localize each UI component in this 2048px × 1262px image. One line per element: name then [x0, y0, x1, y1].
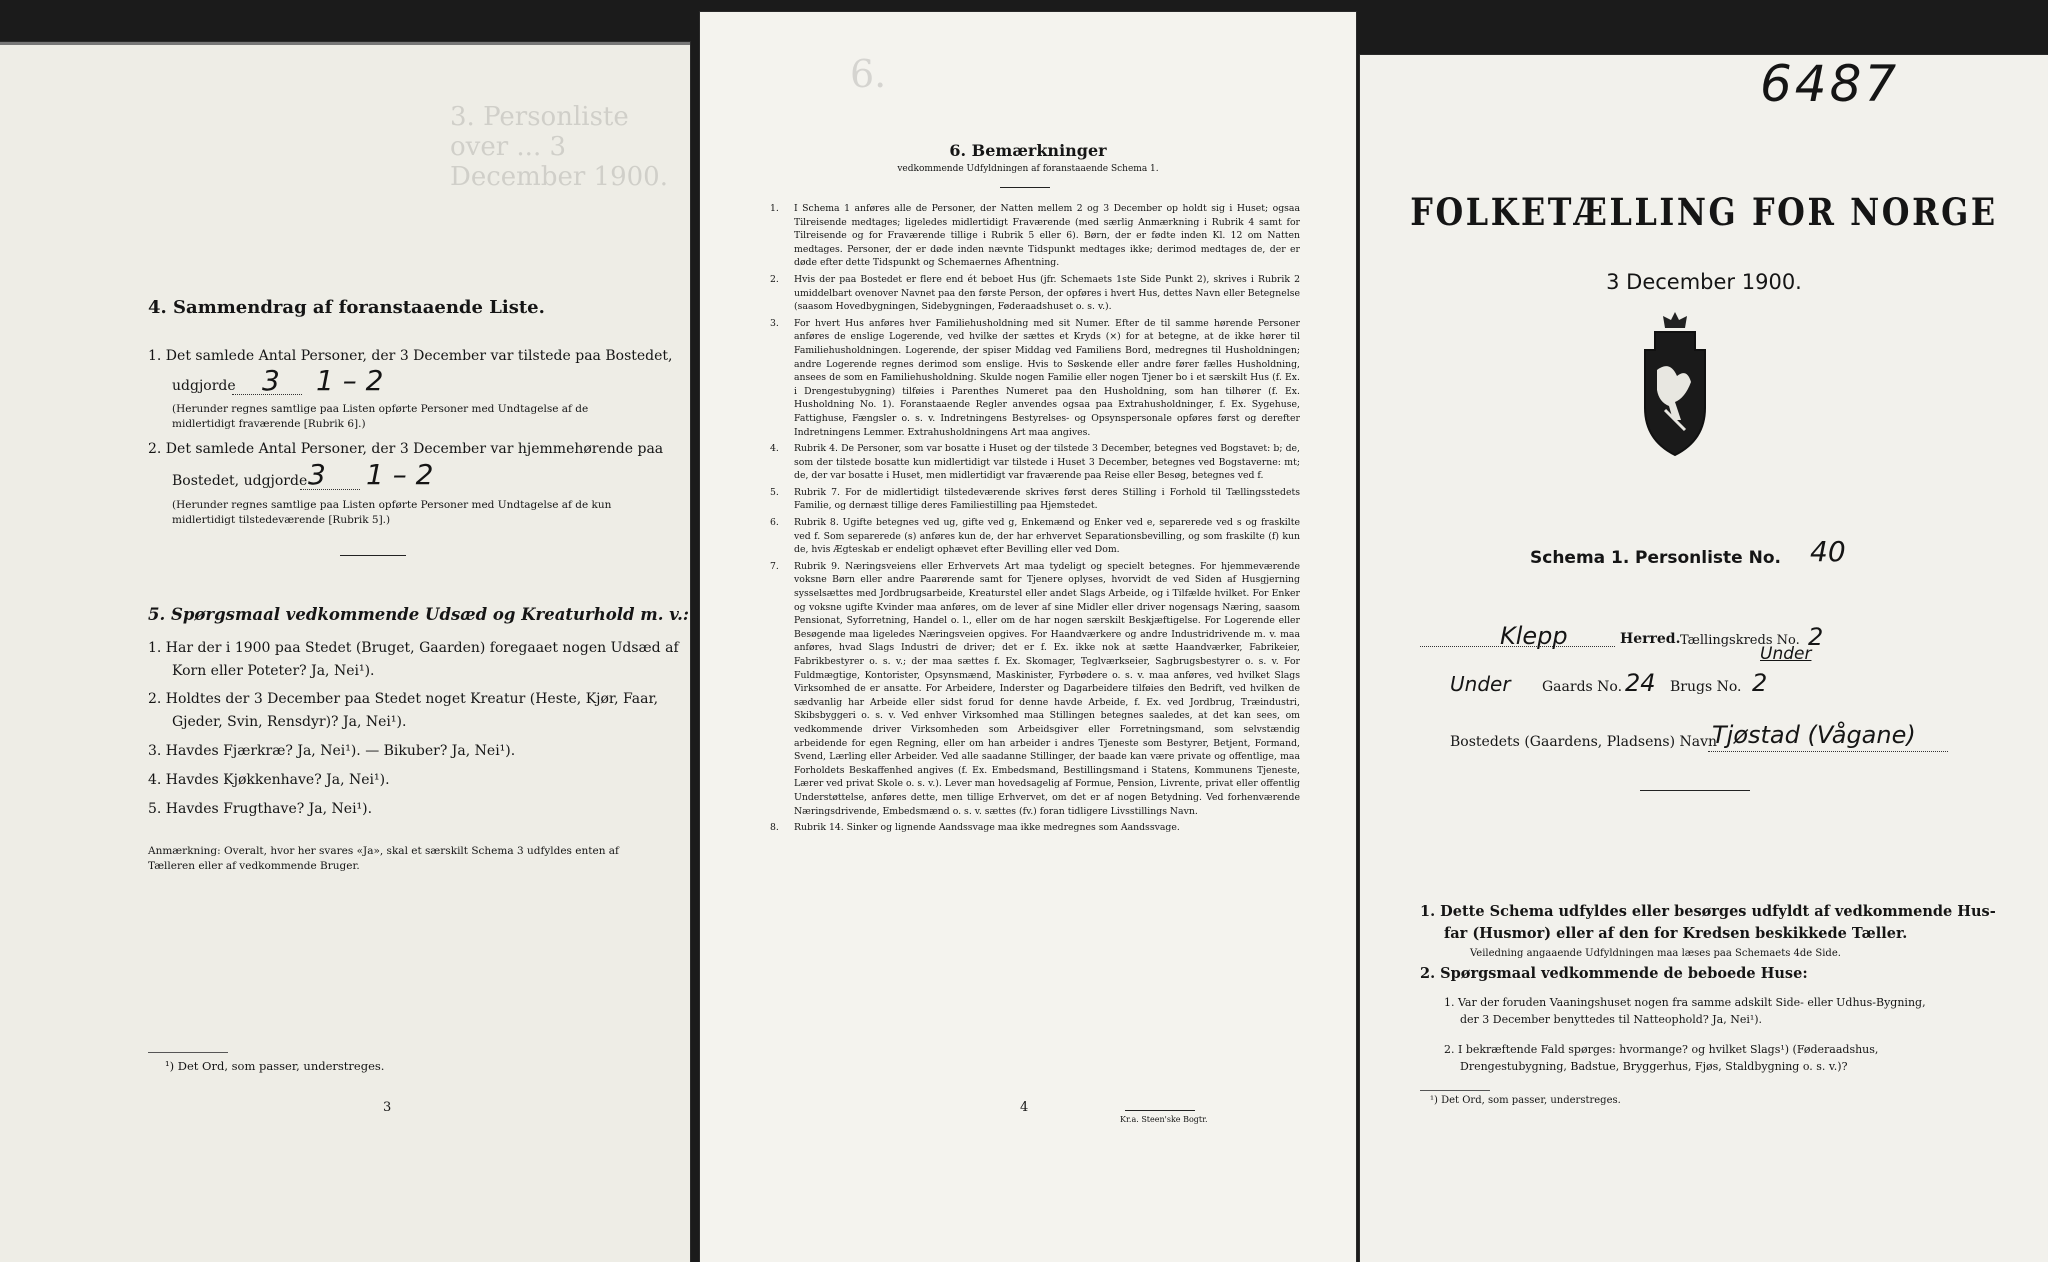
summary-item-2-note: (Herunder regnes samtlige paa Listen opførte Personer med Undtagelse af de kun midlertidigt tilstedeværende [Rubrik 5].) — [172, 499, 612, 526]
remark-item: 4. Rubrik 4. De Personer, som var bosatte i Huset og der tilstede 3 December, betegnes ved Bogstavet: b; de, som der tilstede bosatte kun midlertidigt var tilstede i Huset 3 December, betegnes ved Bogstaverne: mt; de, der var bosatte i Huset, men midlertidigt var fraværende paa Reise eller Besøg, betegnes ved f. — [770, 443, 1300, 482]
kreds-label: Tællingskreds No. — [1680, 633, 1800, 648]
divider — [340, 555, 406, 556]
bosted-value: Tjøstad (Vågane) — [1712, 721, 1916, 749]
printer-mark: Kr.a. Steen'ske Bogtr. — [1120, 1115, 1208, 1124]
bosted-label: Bostedets (Gaardens, Pladsens) Navn — [1450, 734, 1718, 750]
divider — [1000, 187, 1050, 188]
brugs-label: Brugs No. — [1670, 679, 1742, 695]
footnote-rule — [1420, 1090, 1490, 1091]
question-4: 4. Havdes Kjøkkenhave? Ja, Nei¹). — [148, 772, 390, 788]
summary-item-1: 1. Det samlede Antal Personer, der 3 December var tilstede paa Bostedet, — [148, 348, 673, 364]
coat-of-arms-icon — [1615, 310, 1765, 470]
instruction-1-cont: far (Husmor) eller af den for Kredsen beskikkede Tæller. — [1444, 925, 1908, 942]
instruction-2-q2-cont: Drengestubygning, Badstue, Bryggerhus, Fjøs, Staldbygning o. s. v.)? — [1460, 1060, 1848, 1073]
remark-item: 5. Rubrik 7. For de midlertidigt tilstedeværende skrives først deres Stilling i Forhold til Tællingsstedets Familie, og dernæst tillige deres Familiestilling paa Hjemstedet. — [770, 486, 1300, 512]
gaards-number: 24 — [1625, 669, 1656, 697]
herred-value: Klepp — [1500, 622, 1568, 650]
summary-item-1-note: (Herunder regnes samtlige paa Listen opførte Personer med Undtagelse af de midlertidigt fraværende [Rubrik 6].) — [172, 403, 589, 430]
remarks-list — [770, 202, 1300, 838]
under-left: Under — [1450, 672, 1511, 696]
question-2-answer: Gjeder, Svin, Rensdyr)? Ja, Nei¹). — [172, 714, 407, 730]
page-edge — [0, 42, 690, 45]
instruction-2-q1-cont: der 3 December benyttedes til Natteophold? Ja, Nei¹). — [1460, 1013, 1763, 1026]
under-right: Under — [1760, 644, 1812, 664]
question-1-answer: Korn eller Poteter? Ja, Nei¹). — [172, 663, 375, 679]
title-page — [1360, 55, 2048, 1262]
summary-item-2-total: 3 — [308, 458, 326, 491]
question-5: 5. Havdes Frugthave? Ja, Nei¹). — [148, 801, 373, 817]
herred-label: Herred. — [1620, 631, 1681, 647]
remark-item: 2. Hvis der paa Bostedet er flere end ét beboet Hus (jfr. Schemaets 1ste Side Punkt 2), skrives i Rubrik 2 umiddelbart ovenover Navnet paa den første Person, der opføres i hvert Hus, dettes Navn eller Betegnelse (saasom Hovedbygningen, Sidebygningen, Føderaadshuset o. s. v.). — [770, 273, 1300, 313]
left-page — [0, 42, 690, 1262]
instruction-2-q2: 2. I bekræftende Fald spørges: hvormange? og hvilket Slags¹) (Føderaadshus, — [1444, 1043, 1879, 1056]
remark-item: 1. I Schema 1 anføres alle de Personer, der Natten mellem 2 og 3 December op holdt sig i Huset; ogsaa Tilreisende medtages; ligeledes midlertidigt Fraværende (med særlig Anmærkning i Rubrik 4 samt for Tilreisende og for Fraværende tillige i Rubrik 5 eller 6). Børn, der er fødte inden Kl. 12 om Natten medtages. Personer, der er døde inden nævnte Tidspunkt medtages ikke; derimod medtages de, der er døde efter dette Tidspunkt og Schemaernes Afhentning. — [770, 203, 1300, 269]
summary-item-1-total: 3 — [262, 364, 280, 397]
schema-label: Schema 1. — [1530, 548, 1630, 568]
footnote: ¹) Det Ord, som passer, understreges. — [1430, 1095, 1621, 1106]
kreds-number: 2 — [1808, 623, 1824, 651]
instruction-2-q1: 1. Var der foruden Vaaningshuset nogen fra samme adskilt Side- eller Udhus-Bygning, — [1444, 996, 1926, 1009]
answer-line — [1708, 751, 1948, 752]
question-3: 3. Havdes Fjærkræ? Ja, Nei¹). — Bikuber? Ja, Nei¹). — [148, 743, 516, 759]
summary-item-2-prefix: Bostedet, udgjorde — [172, 473, 308, 489]
bleed-through-text: 3. Personliste over ... 3 December 1900. — [450, 102, 668, 192]
remark-item: 3. For hvert Hus anføres hver Familiehusholdning med sit Numer. Efter de til samme hørende Personer anføres de enslige Logerende, ved hvilke der sættes et Kryds (×) for at betegne, at de ikke hører til Familiehusholdningen. Logerende, der spiser Middag ved Familiens Bord, medregnes til Husholdningen; andre Logerende regnes derimod som enslige. Hvis to Søskende eller andre fører fælles Husholdning, ansees de som en Familiehusholdning. Skulde nogen Familie eller nogen Tjener bo i et særskilt Hus (f. Ex. i Drengestubygning) tilføies i Parenthes Numeret paa den Husholdning, som han tilhører (f. Ex. Husholdning No. 1). Foranstaaende Regler anvendes ogsaa paa Extrahusholdninger, f. Ex. Sygehuse, Fattighuse, Fængsler o. s. v. Indretningens Bestyrelses- og Opsynspersonale opføres først og derefter Indretningens Lemmer. Extrahusholdningens Art maa angives. — [770, 317, 1300, 438]
personliste-number: 40 — [1810, 535, 1846, 568]
divider — [1125, 1110, 1195, 1111]
question-2: 2. Holdtes der 3 December paa Stedet noget Kreatur (Heste, Kjør, Faar, — [148, 691, 659, 707]
remarks-title: 6. Bemærkninger — [949, 141, 1107, 160]
summary-title: 4. Sammendrag af foranstaaende Liste. — [148, 297, 545, 318]
summary-item-2: 2. Det samlede Antal Personer, der 3 December var hjemmehørende paa — [148, 441, 664, 457]
summary-item-2-breakdown: 1 – 2 — [366, 458, 434, 491]
questions-title: 5. Spørgsmaal vedkommende Udsæd og Kreaturhold m. v.: — [148, 605, 690, 624]
main-title: FOLKETÆLLING FOR NORGE — [1410, 190, 1998, 234]
remark-item: 7. Rubrik 9. Næringsveiens eller Erhvervets Art maa tydeligt og specielt betegnes. For hjemmeværende voksne Børn eller andre Paarørende samt for Tjenere oplyses, hvorvidt de ved Siden af Husgjerning sysselsættes med Jordbrugsarbeide, Kreaturstel eller andet Slags Arbeide, og i Tilfælde hvilket. For Enker og voksne ugifte Kvinder maa anføres, om de lever af sine Midler eller driver nogensags Næring, saasom Pensionat, Syforretning, Handel o. l., eller om de har nogen særskilt Beskjæftigelse. For Logerende eller Besøgende maa ligeledes Næringsveien opgives. For Haandværkere og andre Industridrivende m. v. maa anføres, hvad Slags Industri de driver; det er f. Ex. ikke nok at sætte Haandværker, Fabrikeier, Fabrikbestyrer o. s. v.; der maa sættes f. Ex. Skomager, Teglværkseier, Sagbrugsbestyrer o. s. v. For Fuldmægtige, Kontorister, Opsynsmænd, Maskinister, Fyrbødere o. s. v. maa anføres, ved hvilket Slags Virksomhed de er ansatte. For Arbeidere, Inderster og Dagarbeidere tilføies den Bedrift, ved hvilken de sædvanlig har Arbeide eller sidst forud for denne havde Arbeide, f. Ex. ved Jordbrug, Træindustri, Skibsbyggeri o. s. v. Ved enhver Virksomhed maa Stillingen betegnes saaledes, at det kan sees, om vedkommende driver Virksomheden som Arbeidsgiver eller Forretningsmand, som selvstændig arbeidende for egen Regning, eller om han arbeider i andres Tjeneste som Bestyrer, Betjent, Formand, Svend, Lærling eller Arbeider. Ved alle saadanne Stillinger, der baade kan være private og offentlige, maa Forholdets Beskaffenhed angives (f. Ex. Embedsmand, Bestillingsmand i Statens, Kommunens Tjeneste, Lærer ved privat Skole o. s. v.). Lever man hovedsagelig af Formue, Pension, Livrente, privat eller offentlig Understøttelse, anføres dette, men tillige Erhvervet, om det er af nogen Betydning. Ved forhenværende Næringsdrivende, Embedsmænd o. s. v. sættes (fv.) foran tidligere Livsstillings Navn. — [770, 560, 1300, 817]
divider — [1640, 790, 1750, 791]
archive-number: 6487 — [1760, 55, 1900, 113]
summary-item-1-prefix: udgjorde — [172, 378, 236, 394]
instruction-2: 2. Spørgsmaal vedkommende de beboede Huse: — [1420, 965, 1808, 982]
personliste-label: Personliste No. — [1635, 548, 1781, 568]
page-number: 4 — [1020, 1100, 1029, 1115]
census-date: 3 December 1900. — [1606, 270, 1802, 294]
summary-item-1-breakdown: 1 – 2 — [316, 364, 384, 397]
remark-item: 8. Rubrik 14. Sinker og lignende Aandssvage maa ikke medregnes som Aandssvage. — [770, 822, 1180, 834]
questions-note: Anmærkning: Overalt, hvor her svares «Ja», skal et særskilt Schema 3 udfyldes enten af Tælleren eller af vedkommende Bruger. — [148, 845, 619, 872]
instruction-1-note: Veiledning angaaende Udfyldningen maa læses paa Schemaets 4de Side. — [1470, 948, 1841, 959]
footnote: ¹) Det Ord, som passer, understreges. — [165, 1059, 385, 1073]
remark-item: 6. Rubrik 8. Ugifte betegnes ved ug, gifte ved g, Enkemænd og Enker ved e, separerede ved s og fraskilte ved f. Som separerede (s) anføres kun de, der har erhvervet Separationsbevilling, og som fraskilte (f) kun de, hvis Ægteskab er endeligt ophævet efter Bevilling eller ved Dom. — [770, 517, 1300, 556]
page-number: 3 — [383, 1100, 392, 1115]
footnote-rule — [148, 1052, 228, 1053]
brugs-number: 2 — [1752, 669, 1768, 697]
middle-page — [700, 12, 1356, 1262]
bleed-through-text: 6. — [850, 52, 887, 96]
remarks-subtitle: vedkommende Udfyldningen af foranstaaende Schema 1. — [897, 164, 1159, 174]
instruction-1: 1. Dette Schema udfyldes eller besørges udfyldt af vedkommende Hus- — [1420, 903, 1996, 920]
question-1: 1. Har der i 1900 paa Stedet (Bruget, Gaarden) foregaaet nogen Udsæd af — [148, 640, 679, 656]
gaards-label: Gaards No. — [1542, 679, 1623, 695]
